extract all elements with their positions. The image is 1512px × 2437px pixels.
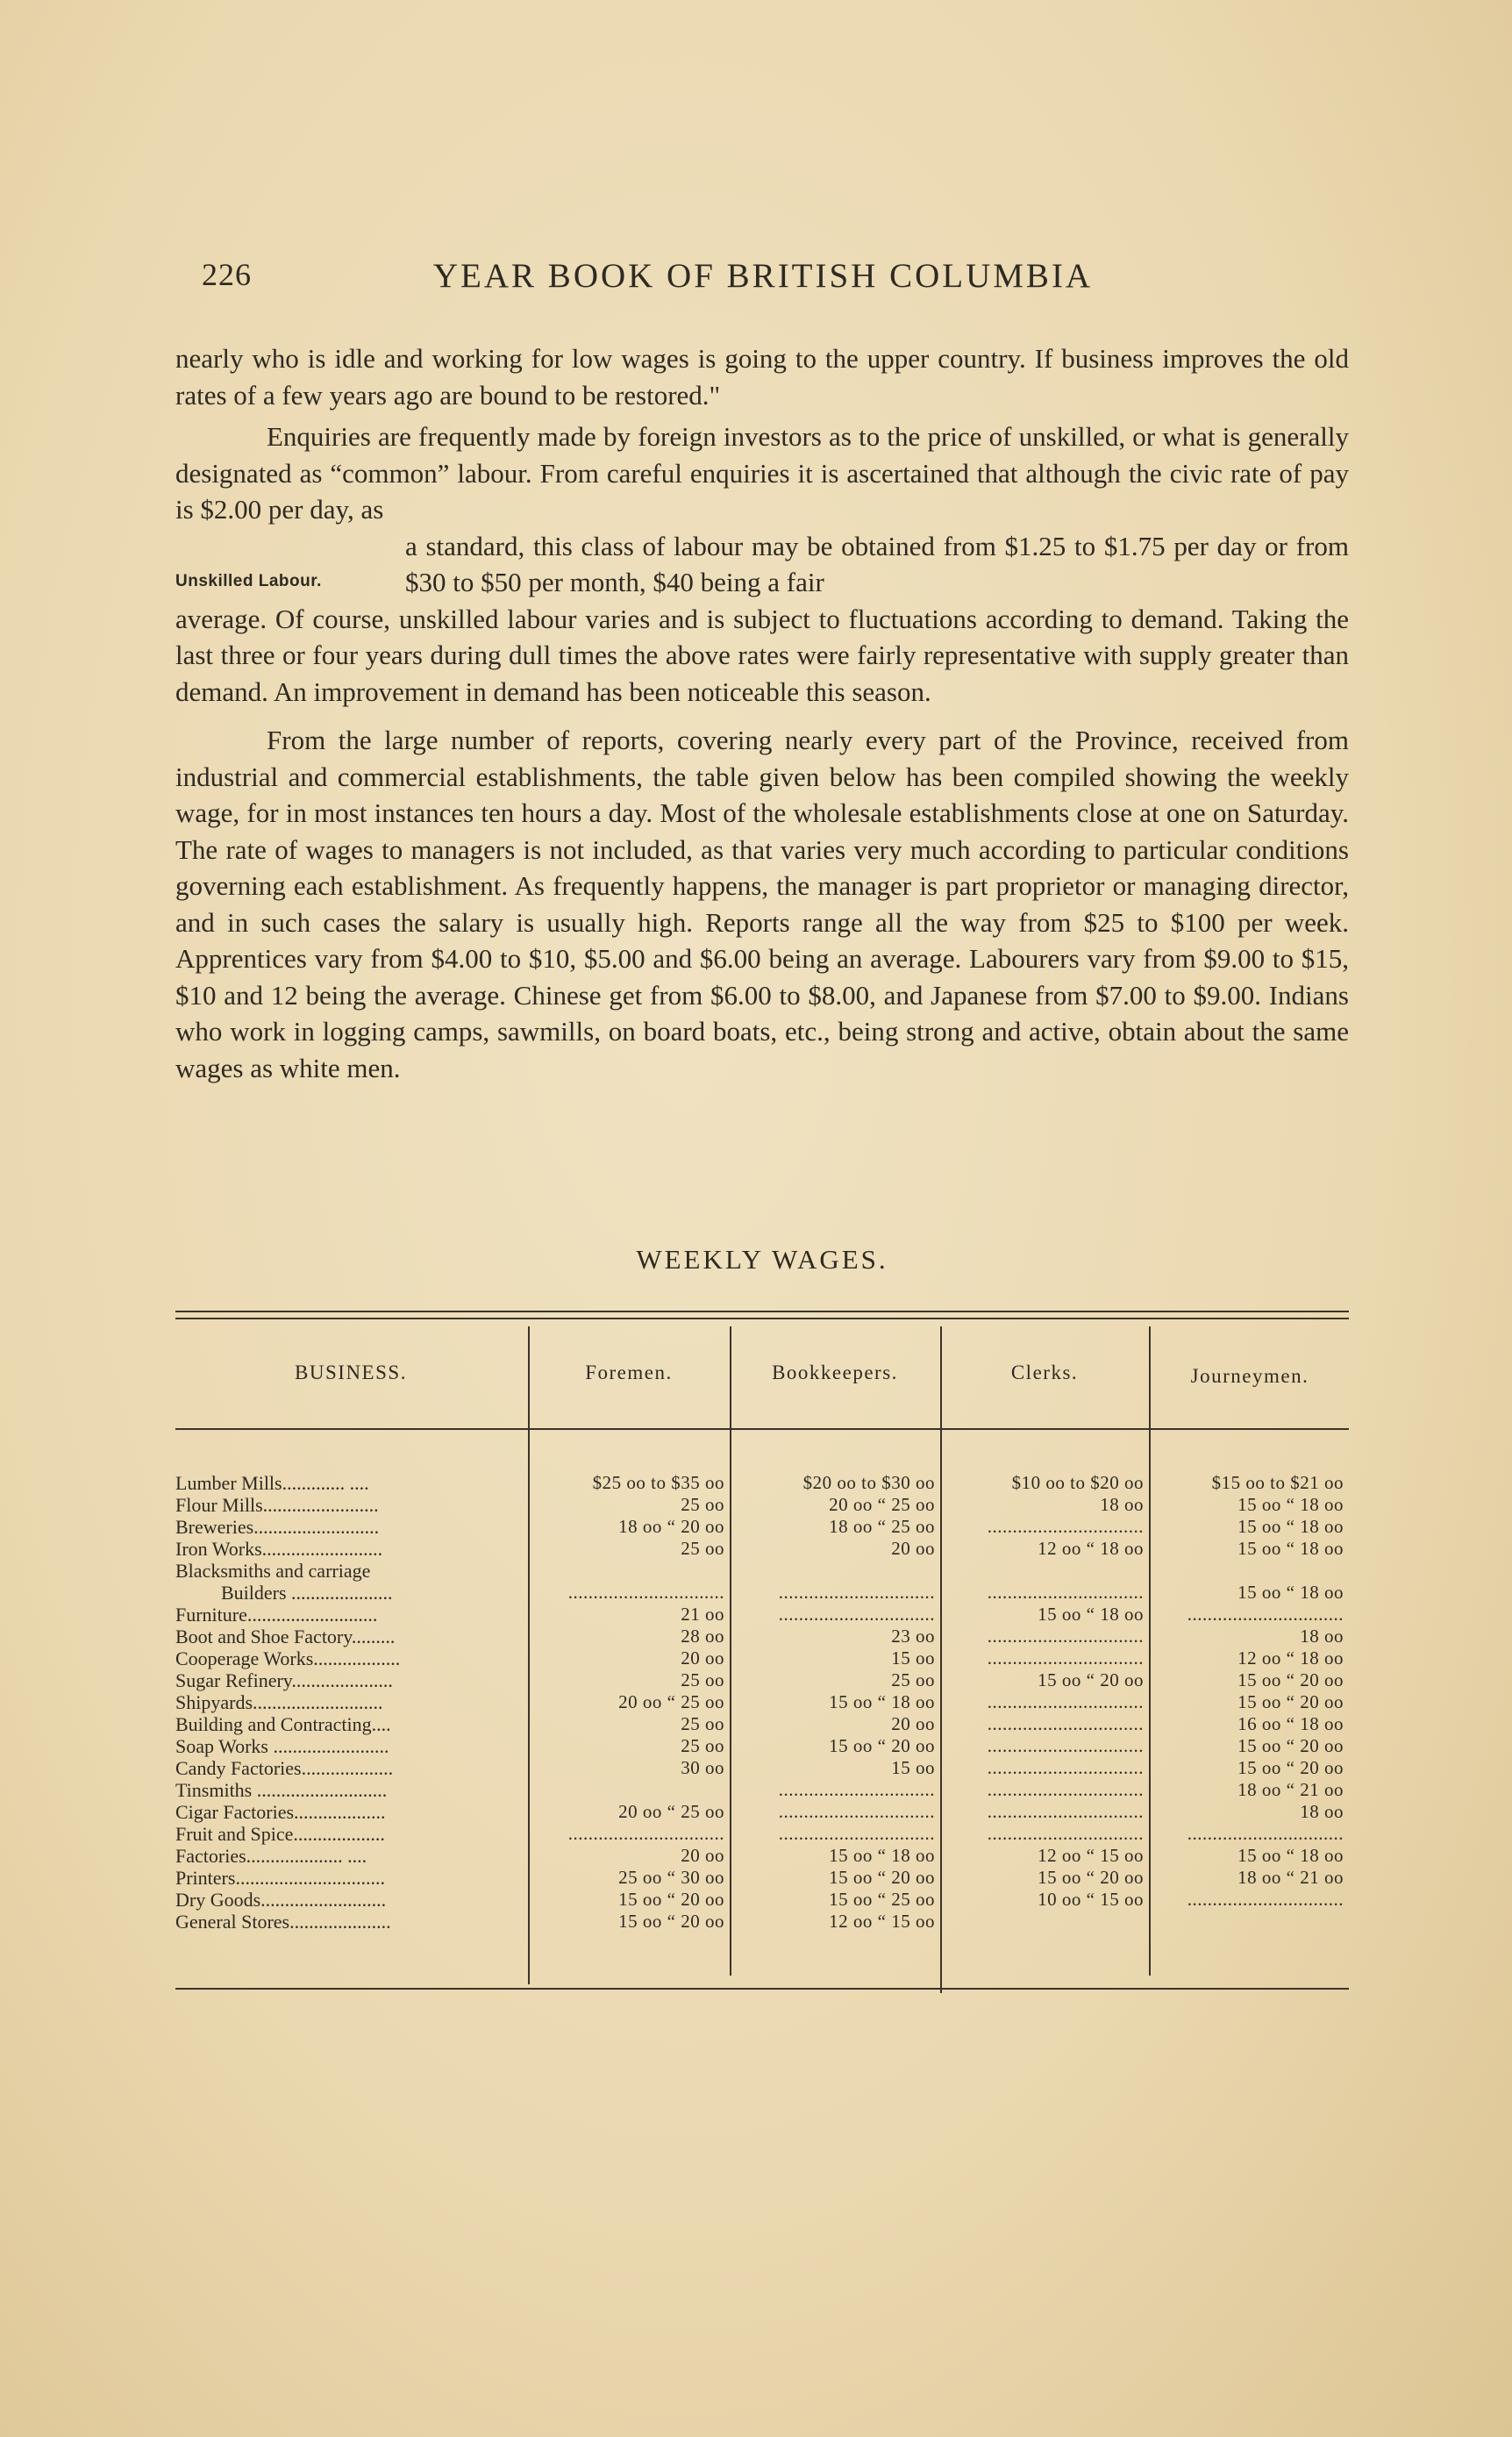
journeymen-cell: 18 oo bbox=[1300, 1801, 1344, 1822]
business-name: Factories.................... .... bbox=[175, 1845, 367, 1867]
clerks-cell: ............................... bbox=[987, 1823, 1144, 1844]
clerks-cell: ............................... bbox=[987, 1801, 1144, 1822]
table-row bbox=[175, 1757, 1349, 1779]
foremen-cell: 21 oo bbox=[681, 1604, 724, 1625]
clerks-cell: ............................... bbox=[987, 1779, 1144, 1800]
journeymen-cell: 16 oo “ 18 oo bbox=[1237, 1713, 1344, 1734]
clerks-cell: 15 oo “ 18 oo bbox=[1038, 1604, 1144, 1625]
table-row bbox=[175, 1779, 1349, 1801]
table-row bbox=[175, 1691, 1349, 1713]
table-title: WEEKLY WAGES. bbox=[636, 1244, 888, 1275]
journeymen-cell: 15 oo “ 20 oo bbox=[1237, 1691, 1344, 1712]
business-name: Shipyards........................... bbox=[175, 1691, 383, 1713]
table-bottom-rule bbox=[175, 1988, 1349, 1990]
page-header bbox=[175, 256, 1351, 300]
bookkeepers-cell: 25 oo bbox=[891, 1669, 935, 1690]
business-name: Iron Works......................... bbox=[175, 1538, 383, 1560]
foremen-cell: $25 oo to $35 oo bbox=[592, 1472, 724, 1493]
table-top-rule bbox=[175, 1311, 1349, 1312]
business-name: Blacksmiths and carriage bbox=[175, 1560, 371, 1582]
table-top-rule-2 bbox=[175, 1318, 1349, 1319]
header-bottom-rule bbox=[175, 1428, 1349, 1430]
foremen-cell: 20 oo “ 25 oo bbox=[618, 1801, 724, 1822]
foremen-cell: 25 oo bbox=[681, 1669, 724, 1690]
clerks-cell: ............................... bbox=[987, 1691, 1144, 1712]
business-name: Cigar Factories................... bbox=[175, 1801, 386, 1823]
foremen-cell: 25 oo bbox=[681, 1735, 724, 1756]
table-row bbox=[175, 1889, 1349, 1911]
business-name: Soap Works ........................ bbox=[175, 1735, 389, 1757]
journeymen-cell: 15 oo “ 18 oo bbox=[1237, 1582, 1344, 1603]
journeymen-cell: 12 oo “ 18 oo bbox=[1237, 1647, 1344, 1669]
clerks-cell: 12 oo “ 15 oo bbox=[1038, 1845, 1144, 1866]
business-name: Lumber Mills............. .... bbox=[175, 1472, 369, 1494]
table-row bbox=[175, 1538, 1349, 1560]
running-title: YEAR BOOK OF BRITISH COLUMBIA bbox=[432, 257, 1094, 295]
journeymen-cell: 18 oo bbox=[1300, 1626, 1344, 1647]
table-row bbox=[175, 1911, 1349, 1933]
clerks-cell: 10 oo “ 15 oo bbox=[1038, 1889, 1144, 1910]
body-text bbox=[175, 340, 1349, 1091]
bookkeepers-cell: 18 oo “ 25 oo bbox=[829, 1516, 935, 1537]
business-name: Printers............................... bbox=[175, 1867, 385, 1889]
clerks-cell: ............................... bbox=[987, 1757, 1144, 1778]
bookkeepers-cell: ............................... bbox=[778, 1604, 935, 1625]
clerks-cell: 18 oo bbox=[1100, 1494, 1144, 1515]
business-name: Building and Contracting.... bbox=[175, 1713, 391, 1735]
journeymen-cell: 18 oo “ 21 oo bbox=[1237, 1779, 1344, 1800]
clerks-cell: ............................... bbox=[987, 1713, 1144, 1734]
foremen-cell: 25 oo bbox=[681, 1538, 724, 1559]
bookkeepers-cell: 15 oo “ 20 oo bbox=[829, 1867, 935, 1888]
bookkeepers-cell: 20 oo bbox=[891, 1538, 935, 1559]
business-name: Tinsmiths ........................... bbox=[175, 1779, 388, 1801]
table-row bbox=[175, 1647, 1349, 1669]
journeymen-cell: 15 oo “ 18 oo bbox=[1237, 1516, 1344, 1537]
bookkeepers-cell: ............................... bbox=[778, 1823, 935, 1844]
sidenote-block bbox=[175, 528, 1349, 601]
clerks-cell: ............................... bbox=[987, 1647, 1144, 1669]
bookkeepers-cell: ............................... bbox=[778, 1779, 935, 1800]
paragraph-unskilled-continued: average. Of course, unskilled labour varies and is subject to fluctuations according to demand. Taking the last three or four years during dull times the above rates were fairly representative with supply greater than demand. An improvement in demand has been noticeable this season. bbox=[175, 603, 1349, 707]
foremen-cell: 25 oo bbox=[681, 1494, 724, 1515]
bookkeepers-cell: 15 oo “ 25 oo bbox=[829, 1889, 935, 1910]
column-header-bookkeepers: Bookkeepers. bbox=[772, 1361, 898, 1383]
foremen-cell: 15 oo “ 20 oo bbox=[618, 1911, 724, 1932]
bookkeepers-cell: $20 oo to $30 oo bbox=[802, 1472, 935, 1493]
business-name: Boot and Shoe Factory......... bbox=[175, 1626, 396, 1647]
journeymen-cell: $15 oo to $21 oo bbox=[1211, 1472, 1344, 1493]
table-row bbox=[175, 1582, 1349, 1604]
business-name: Flour Mills........................ bbox=[175, 1494, 379, 1516]
table-row bbox=[175, 1669, 1349, 1691]
business-name: Builders ..................... bbox=[221, 1582, 393, 1604]
bookkeepers-cell: 20 oo bbox=[891, 1713, 935, 1734]
clerks-cell: 15 oo “ 20 oo bbox=[1038, 1669, 1144, 1690]
paragraph-continuation: nearly who is idle and working for low wages is going to the upper country. If business improves the old rates of a few years ago are bound to be restored." bbox=[175, 343, 1349, 411]
column-header-business: BUSINESS. bbox=[295, 1361, 407, 1383]
bookkeepers-cell: 12 oo “ 15 oo bbox=[829, 1911, 935, 1932]
table-row bbox=[175, 1823, 1349, 1845]
foremen-cell: ............................... bbox=[567, 1823, 724, 1844]
table-row bbox=[175, 1713, 1349, 1735]
column-header-foremen: Foremen. bbox=[585, 1361, 673, 1383]
business-name: Furniture........................... bbox=[175, 1604, 378, 1626]
paragraph-reports: From the large number of reports, covering nearly every part of the Province, received from industrial and commercial establishments, the table given below has been compiled showing the weekly wage, for in most instances ten hours a day. Most of the wholesale establishments close at one on Saturday. The rate of wages to managers is not included, as that varies very much according to particular conditions governing each establishment. As frequently happens, the manager is part proprietor or managing director, and in such cases the salary is usually high. Reports range all the way from $25 to $100 per week. Apprentices vary from $4.00 to $10, $5.00 and $6.00 being an average. Labourers vary from $9.00 to $15, $10 and 12 being the average. Chinese get from $6.00 to $8.00, and Japanese from $7.00 to $9.00. Indians who work in logging camps, sawmills, on board boats, etc., being strong and active, obtain about the same wages as white men. bbox=[175, 725, 1349, 1083]
journeymen-cell: 18 oo “ 21 oo bbox=[1237, 1867, 1344, 1888]
table-row bbox=[175, 1560, 1349, 1582]
clerks-cell: 12 oo “ 18 oo bbox=[1038, 1538, 1144, 1559]
table-row bbox=[175, 1516, 1349, 1538]
foremen-cell: ............................... bbox=[567, 1582, 724, 1603]
journeymen-cell: 15 oo “ 20 oo bbox=[1237, 1757, 1344, 1778]
table-row bbox=[175, 1494, 1349, 1516]
journeymen-cell: 15 oo “ 20 oo bbox=[1237, 1735, 1344, 1756]
foremen-cell: 15 oo “ 20 oo bbox=[618, 1889, 724, 1910]
table-row bbox=[175, 1735, 1349, 1757]
business-name: General Stores..................... bbox=[175, 1911, 391, 1933]
foremen-cell: 25 oo “ 30 oo bbox=[618, 1867, 724, 1888]
foremen-cell: 20 oo bbox=[681, 1845, 724, 1866]
table-row bbox=[175, 1801, 1349, 1823]
journeymen-cell: 15 oo “ 18 oo bbox=[1237, 1494, 1344, 1515]
clerks-cell: $10 oo to $20 oo bbox=[1011, 1472, 1144, 1493]
bookkeepers-cell: 15 oo bbox=[891, 1757, 935, 1778]
journeymen-cell: ............................... bbox=[1187, 1604, 1344, 1625]
bookkeepers-cell: 23 oo bbox=[891, 1626, 935, 1647]
journeymen-cell: ............................... bbox=[1187, 1889, 1344, 1910]
business-name: Dry Goods.......................... bbox=[175, 1889, 387, 1911]
business-name: Cooperage Works.................. bbox=[175, 1647, 401, 1669]
bookkeepers-cell: ............................... bbox=[778, 1582, 935, 1603]
weekly-wages-table bbox=[175, 1311, 1349, 1995]
business-name: Breweries.......................... bbox=[175, 1516, 380, 1538]
column-header-clerks: Clerks. bbox=[1010, 1361, 1079, 1383]
clerks-cell: ............................... bbox=[987, 1735, 1144, 1756]
bookkeepers-cell: 20 oo “ 25 oo bbox=[829, 1494, 935, 1515]
business-name: Fruit and Spice................... bbox=[175, 1823, 385, 1845]
clerks-cell: ............................... bbox=[987, 1516, 1144, 1537]
bookkeepers-cell: 15 oo “ 18 oo bbox=[829, 1691, 935, 1712]
page-number: 226 bbox=[202, 257, 252, 292]
journeymen-cell: 15 oo “ 18 oo bbox=[1237, 1845, 1344, 1866]
column-header-journeymen: Journeymen. bbox=[1190, 1365, 1309, 1387]
foremen-cell: 25 oo bbox=[681, 1713, 724, 1734]
foremen-cell: 20 oo “ 25 oo bbox=[618, 1691, 724, 1712]
business-name: Candy Factories................... bbox=[175, 1757, 394, 1779]
clerks-cell: ............................... bbox=[987, 1582, 1144, 1603]
clerks-cell: 15 oo “ 20 oo bbox=[1038, 1867, 1144, 1888]
table-row bbox=[175, 1604, 1349, 1626]
paragraph-unskilled-intro: Enquiries are frequently made by foreign investors as to the price of unskilled, or what is generally designated as “common” labour. From careful enquiries it is ascertained that although the civic rate of pay is $2.00 per day, as bbox=[175, 421, 1349, 525]
bookkeepers-cell: 15 oo bbox=[891, 1647, 935, 1669]
foremen-cell: 30 oo bbox=[681, 1757, 724, 1778]
journeymen-cell: 15 oo “ 18 oo bbox=[1237, 1538, 1344, 1559]
table-row bbox=[175, 1845, 1349, 1867]
foremen-cell: 28 oo bbox=[681, 1626, 724, 1647]
bookkeepers-cell: ............................... bbox=[778, 1801, 935, 1822]
paragraph-unskilled-rates: a standard, this class of labour may be obtained from $1.25 to $1.75 per day or from $30 to $50 per month, $40 being a fair bbox=[405, 530, 1349, 597]
foremen-cell: 20 oo bbox=[681, 1647, 724, 1669]
table-row bbox=[175, 1472, 1349, 1494]
clerks-cell: ............................... bbox=[987, 1626, 1144, 1647]
table-row bbox=[175, 1626, 1349, 1647]
table-row bbox=[175, 1867, 1349, 1889]
business-name: Sugar Refinery..................... bbox=[175, 1669, 393, 1691]
sidenote-unskilled-labour: Unskilled Labour. bbox=[175, 571, 322, 590]
bookkeepers-cell: 15 oo “ 18 oo bbox=[829, 1845, 935, 1866]
foremen-cell: 18 oo “ 20 oo bbox=[618, 1516, 724, 1537]
journeymen-cell: ............................... bbox=[1187, 1823, 1344, 1844]
bookkeepers-cell: 15 oo “ 20 oo bbox=[829, 1735, 935, 1756]
journeymen-cell: 15 oo “ 20 oo bbox=[1237, 1669, 1344, 1690]
